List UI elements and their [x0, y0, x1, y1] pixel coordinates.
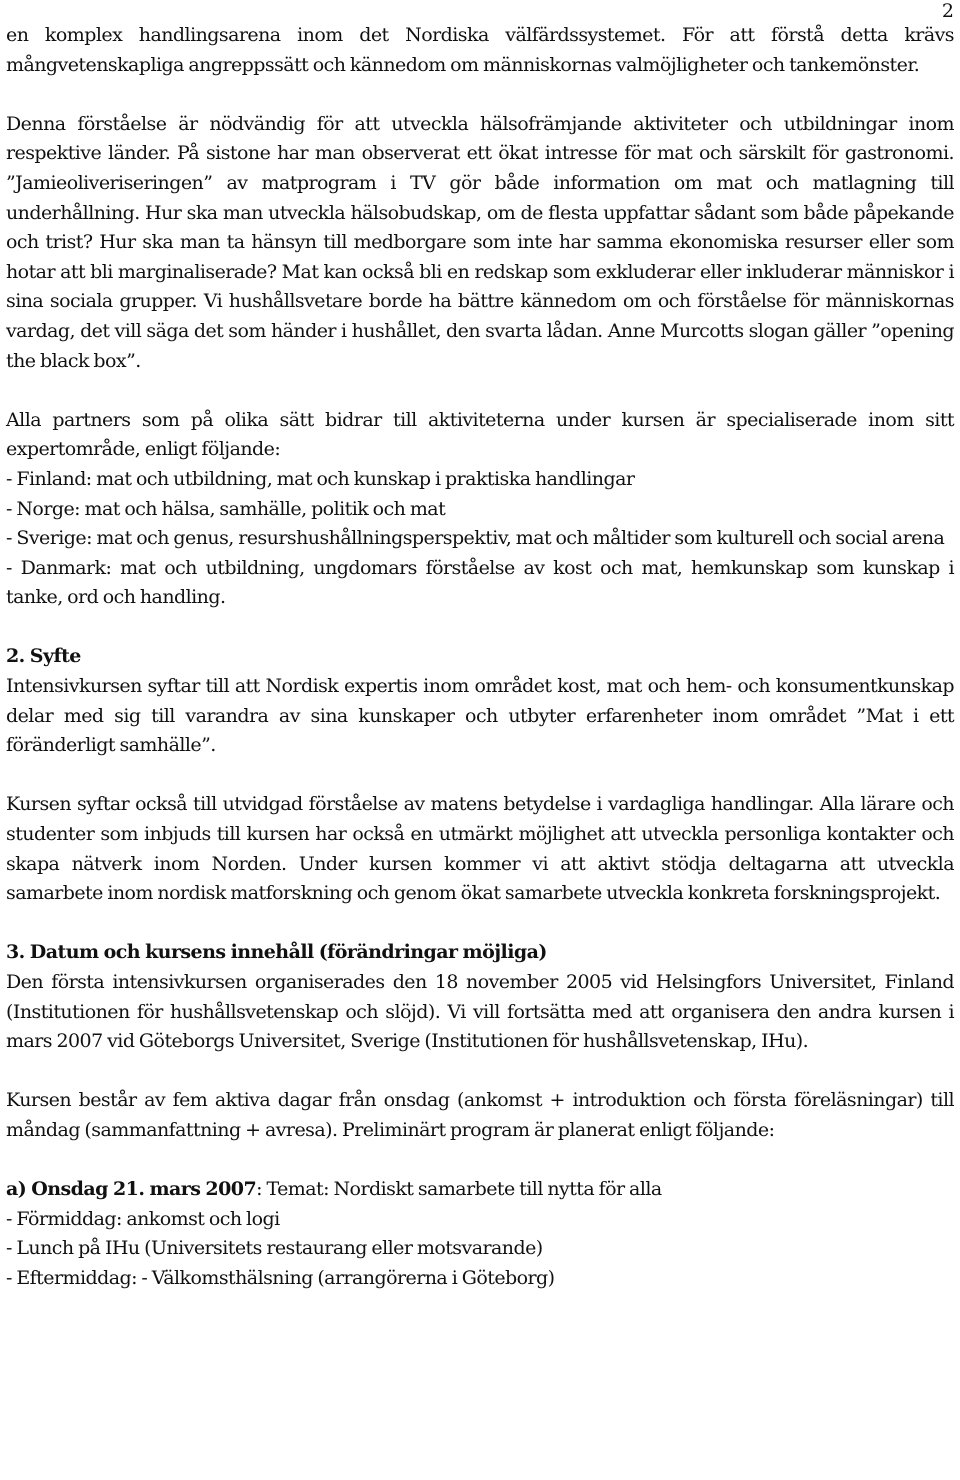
paragraph-gap [6, 1057, 954, 1087]
schedule-item: - Lunch på IHu (Universitets restaurang eller motsvarande) [6, 1237, 543, 1260]
document-page [6, 21, 954, 1294]
partner-item-danmark: - Danmark: mat och utbildning, ungdomars förståelse av kost och mat, hemkunskap som kunskap i tanke, ord och handling. [6, 556, 954, 609]
paragraph-gap [6, 613, 954, 643]
schedule-day-line [6, 1175, 954, 1205]
partner-item-sverige: - Sverige: mat och genus, resurshushållningsperspektiv, mat och måltider som kulturell och social arena [6, 527, 945, 550]
paragraph-gap [6, 1146, 954, 1176]
paragraph-datum-1: Den första intensivkursen organiserades den 18 november 2005 vid Helsingfors Universitet, Finland (Institutionen för hushållsvetenskap och slöjd). Vi vill fortsätta med att organisera den andra kursen i mars 2007 vid Göteborgs Universitet, Sverige (Institutionen för hushållsvetenskap, IHu). [6, 971, 954, 1053]
paragraph-datum-2: Kursen består av fem aktiva dagar från onsdag (ankomst + introduktion och första föreläsningar) till måndag (sammanfattning + avresa). Preliminärt program är planerat enligt följande: [6, 1089, 954, 1141]
page-number: 2 [941, 0, 954, 22]
paragraph-intro-continued: en komplex handlingsarena inom det Nordiska välfärdssystemet. För att förstå detta krävs mångvetenskapliga angreppssätt och kännedom om människornas valmöjligheter och tankemönster. [6, 24, 954, 76]
schedule-item: - Förmiddag: ankomst och logi [6, 1207, 280, 1230]
paragraph-understanding: Denna förståelse är nödvändig för att utveckla hälsofrämjande aktiviteter och utbildningar inom respektive länder. På sistone har man observerat ett ökat intresse för mat och särskilt för gastronomi. ”Jamieoliveriseringen” av matprogram i TV gör både information om mat och matlagning till underhållning. Hur ska man utveckla hälsobudskap, om de flesta uppfattar sådant som både påpekande och trist? Hur ska man ta hänsyn till medborgare som inte har samma ekonomiska resurser eller som hotar att bli marginaliserade? Mat kan också bli en redskap som exkluderar eller inkluderar människor i sina sociala grupper. Vi hushållsvetare borde ha bättre kännedom om och förståelse för människornas vardag, det vill säga det som händer i hushållet, den svarta lådan. Anne Murcotts slogan gäller ”opening the black box”. [6, 112, 954, 372]
paragraph-syfte-1: Intensivkursen syftar till att Nordisk expertis inom området kost, mat och hem- och konsumentkunskap delar med sig till varandra av sina kunskaper och utbyter erfarenheter inom området ”Mat i ett föränderligt samhälle”. [6, 675, 954, 757]
schedule-item: - Eftermiddag: - Välkomsthälsning (arrangörerna i Göteborg) [6, 1266, 555, 1289]
section-heading-syfte: 2. Syfte [6, 645, 81, 668]
paragraph-syfte-2: Kursen syftar också till utvidgad förståelse av matens betydelse i vardagliga handlingar. Alla lärare och studenter som inbjuds till kursen har också en utmärkt möjlighet att utveckla personliga kontakter och skapa nätverk inom Norden. Under kursen kommer vi att aktivt stödja deltagarna att utveckla samarbete inom nordisk matforskning och genom ökat samarbete utveckla konkreta forskningsprojekt. [6, 793, 954, 905]
partner-item-finland: - Finland: mat och utbildning, mat och kunskap i praktiska handlingar [6, 467, 635, 490]
paragraph-gap [6, 761, 954, 791]
section-heading-datum: 3. Datum och kursens innehåll (förändringar möjliga) [6, 941, 547, 964]
paragraph-partners-intro: Alla partners som på olika sätt bidrar till aktiviteterna under kursen är specialiserade inom sitt expertområde, enligt följande: [6, 408, 954, 461]
paragraph-gap [6, 909, 954, 939]
paragraph-gap [6, 376, 954, 406]
schedule-day-theme: : Temat: Nordiskt samarbete till nytta för alla [256, 1178, 662, 1201]
paragraph-gap [6, 80, 954, 110]
schedule-day-label: a) Onsdag 21. mars 2007 [6, 1178, 257, 1201]
partner-item-norge: - Norge: mat och hälsa, samhälle, politik och mat [6, 497, 446, 520]
